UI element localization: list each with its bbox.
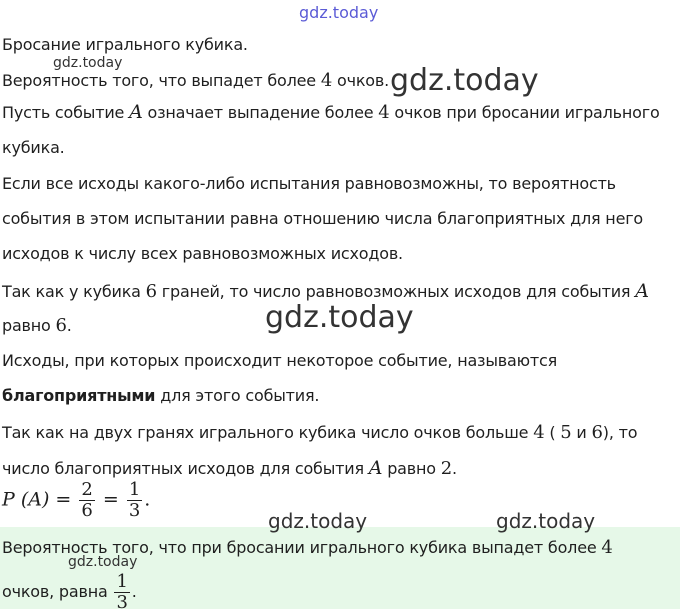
paragraph-line: Так как у кубика 6 граней, то число равновозможных исходов для события A xyxy=(2,280,649,302)
watermark: gdz.today xyxy=(68,554,138,570)
paragraph-line: благоприятными для этого события. xyxy=(2,386,320,405)
answer-line: очков, равна $\frac{1}{3}$ . xyxy=(2,571,137,613)
fraction: $\frac{1}{3}$ xyxy=(128,479,141,521)
paragraph-line: равно 6. xyxy=(2,315,72,336)
fraction: $\frac{2}{6}$ xyxy=(81,479,93,521)
title-line: Бросание игрального кубика. xyxy=(2,35,248,54)
fraction: $\frac{1}{3}$ xyxy=(116,571,128,613)
watermark: gdz.today xyxy=(53,55,123,71)
paragraph-line: Пусть событие A означает выпадение более 4 очков при бросании игрального xyxy=(2,101,660,123)
watermark: gdz.today xyxy=(268,509,368,533)
question-line: Вероятность того, что выпадет более 4 очков. xyxy=(2,70,389,91)
paragraph-line: события в этом испытании равна отношению числа благоприятных для него xyxy=(2,209,644,228)
paragraph-line: Так как на двух гранях игрального кубика число очков больше 4 ( 5 и 6), то xyxy=(2,422,638,443)
probability-formula: P (A) = $\frac{2}{6}$ = $\frac{1}{3}$ . xyxy=(2,479,151,521)
watermark: gdz.today xyxy=(496,509,596,533)
watermark: gdz.today xyxy=(390,63,539,98)
watermark: gdz.today xyxy=(299,3,379,22)
paragraph-line: кубика. xyxy=(2,138,65,157)
watermark: gdz.today xyxy=(265,300,414,335)
answer-line: Вероятность того, что при бросании игрального кубика выпадет более 4 xyxy=(2,537,613,558)
paragraph-line: число благоприятных исходов для события A равно 2. xyxy=(2,457,457,479)
paragraph-line: Исходы, при которых происходит некоторое событие, называются xyxy=(2,351,558,370)
paragraph-line: Если все исходы какого-либо испытания равновозможны, то вероятность xyxy=(2,174,616,193)
paragraph-line: исходов к числу всех равновозможных исходов. xyxy=(2,244,403,263)
